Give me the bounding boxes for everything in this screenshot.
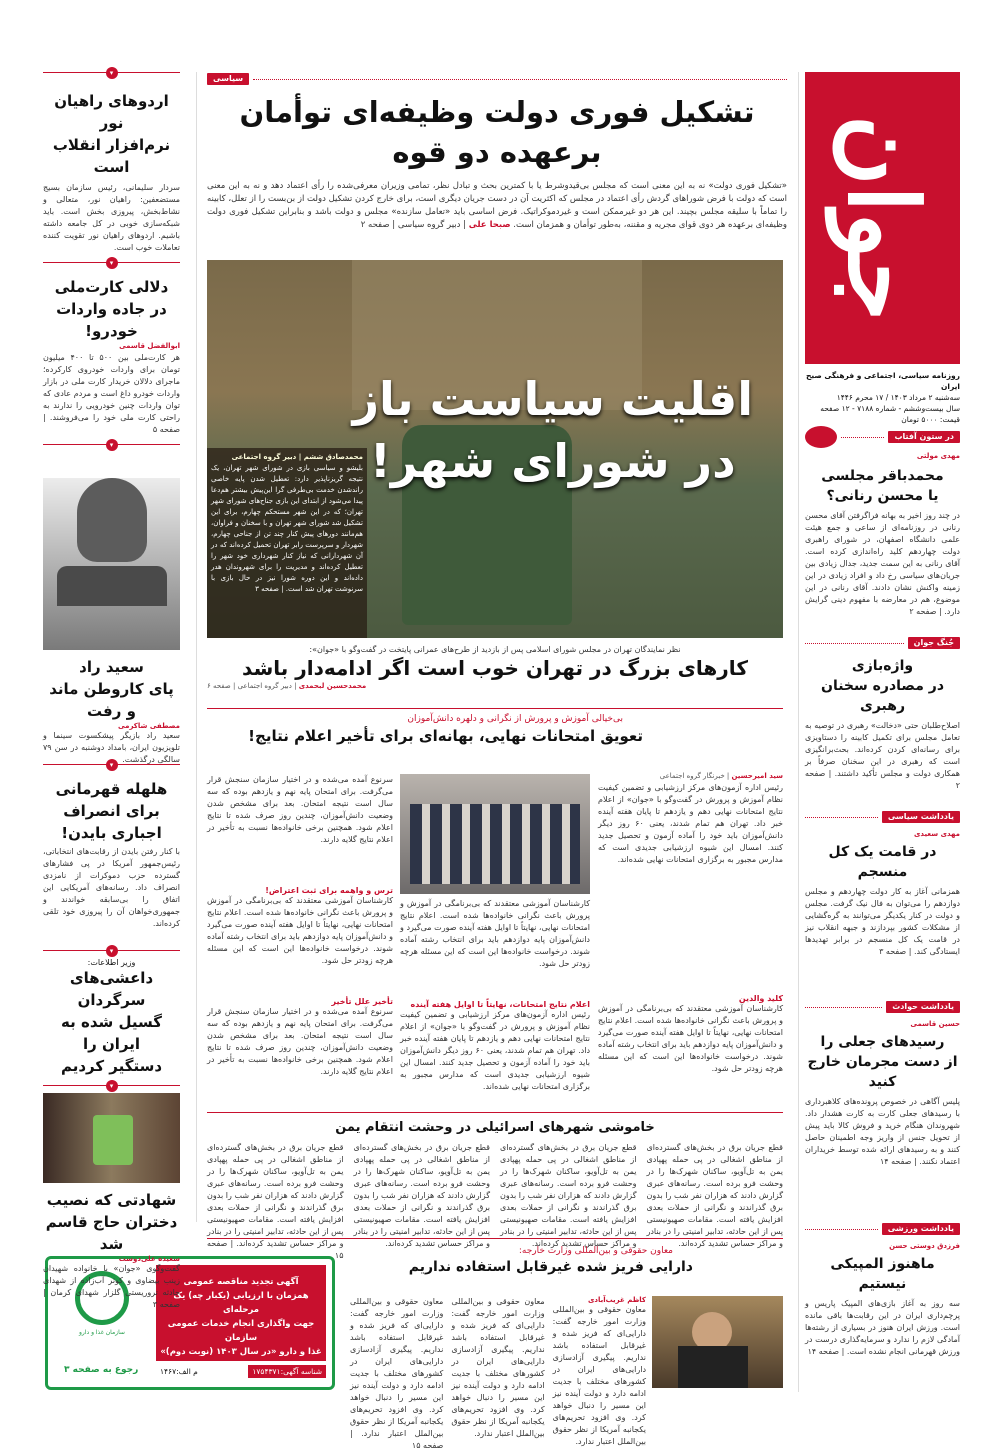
byline: سعیده علی‌دوست <box>118 1255 180 1263</box>
headline[interactable]: داعشی‌های سرگردان گسیل شده به ایران را دستگیر کردیم <box>60 969 163 1075</box>
right-column <box>805 430 960 1418</box>
section-tag: یادداشت حوادث <box>805 1000 960 1014</box>
exam-column-1: سید امیرحسین | خبرنگار گروه اجتماعی رئیس اداره آزمون‌های مرکز ارزشیابی و تضمین کیفیت نظام آموزش و پرورش در گفت‌وگو با «جوان» از اعلام نتایج امتحانات نهایی دهم و یازدهم تا پایان هفته آینده خبر داد. تهران هم تمام شدند، یعنی ۶۰ روز دیگر دانش‌آموزان باید خود را آماده آزمون و تحصیل جدید کنند. امسال این شیوه ارزشیابی جدیدی است که مدارس مجبور به برگزاری امتحانات نهایی شده‌اند. کلید والدین کارشناسان آموزشی معتقدند که بی‌برنامگی در آموزش و پرورش باعث نگرانی خانواده‌ها شده است. اعلام نتایج امتحانات نهایی، نهایتاً تا اوایل هفته آینده صورت می‌گیرد و دانش‌آموزان پایه دوازدهم باید برای انتخاب رشته آماده شوند. درخواست خانواده‌ها این است که این مسئله هرچه زودتر حل شود. <box>598 772 783 1073</box>
headline[interactable]: محمدباقر مجلسی یا محسن رنانی؟ <box>821 468 944 504</box>
byline: کاظم غریب‌آبادی <box>587 1296 646 1304</box>
headline[interactable]: شهادتی که نصیب دختران حاج قاسم شد <box>45 1191 178 1253</box>
ad-number: شناسه آگهی:۱۷۵۴۳۷۱ <box>248 1365 326 1378</box>
masthead-info <box>805 370 960 425</box>
tagline: روزنامه سیاسی، اجتماعی و فرهنگی صبح ایران <box>806 371 960 391</box>
left-column <box>43 69 181 1309</box>
sub-story <box>207 645 783 690</box>
headline[interactable]: هلهله قهرمانی برای انصراف اجباری بایدن! <box>55 780 168 842</box>
article-text: سه روز به آغاز بازی‌های المپیک پاریس و پرچم‌داری ایران در این رقابت‌ها باقی مانده است. ورزش ایران هنوز در بسیاری از رشته‌ها آمادگی لازم را ندارد و سرمایه‌گذاری درست در ورزش قهرمانی انجام نشده است. | صفحه ۱۴ <box>805 1299 960 1356</box>
pin-icon: ▾ <box>106 257 118 269</box>
freeze-text: کاظم غریب‌آبادی معاون حقوقی و بین‌المللی وزارت امور خارجه گفت: دارایی‌ای که فریز شده و غیرقابل استفاده باشد نداریم. پیگیری آزادسازی دارایی‌های ایران در کشورهای مختلف با جدیت ادامه دارد و دولت آینده نیز این مسیر را دنبال خواهد کرد. وی افزود تحریم‌های یکجانبه آمریکا از نظر حقوق بین‌الملل اعتبار ندارد. معاون حقوقی و بین‌المللی وزارت امور خارجه گفت: دارایی‌ای که فریز شده و غیرقابل استفاده باشد نداریم. پیگیری آزادسازی دارایی‌های ایران در کشورهای مختلف با جدیت ادامه دارد و دولت آینده نیز این مسیر را دنبال خواهد کرد. وی افزود تحریم‌های یکجانبه آمریکا از نظر حقوق بین‌الملل اعتبار ندارد. معاون حقوقی و بین‌المللی وزارت امور خارجه گفت: دارایی‌ای که فریز شده و غیرقابل استفاده باشد نداریم. پیگیری آزادسازی دارایی‌های ایران در کشورهای مختلف با جدیت ادامه دارد و دولت آینده نیز این مسیر را دنبال خواهد کرد. وی افزود تحریم‌های یکجانبه آمریکا از نظر حقوق بین‌الملل اعتبار ندارد. | صفحه ۱۵ <box>350 1296 646 1450</box>
israel-headline[interactable]: خاموشی شهرهای اسرائیلی در وحشت انتقام یمن <box>335 1120 655 1135</box>
byline: ابوالفضل قاسمی <box>119 342 180 350</box>
freeze-story <box>350 1246 783 1278</box>
lead-text: «تشکیل فوری دولت» نه به این معنی است که مجلس بی‌قیدوشرط یا با کمترین بحث و تبادل نظر، تمامی وزیران معرفی‌شده را رأی اعتماد دهد و نه به این معنی است که دولت با فرض شوراهای گردش رأی اعتماد در مجلس که اکثریت آن در دست جریان دیگری است، برای خارج کردن تشکیل دولت از بن‌بست را از تعلل، کابینه را تماماً با سلیقه مجلس بچیند. این هر دو غیرممکن است و غیردموکراتیک. فرض اساسی باید «تعامل سازنده» مجلس و دولت باشد و بنابراین تشکیل فوری دولت وظیفه‌ای برعهده هر دوی قوای مجریه و مقننه، به‌طور توأمان و همزمان است. صبحا علی | دبیر گروه سیاسی | صفحه ۲ <box>207 181 787 230</box>
issue-line: سال بیست‌وششم - شماره ۷۱۸۸ - ۱۲ صفحه <box>820 404 960 413</box>
article-text: سعید راد بازیگر پیشکسوت سینما و تلویزیون ایران، بامداد دوشنبه در سن ۷۹ سالگی درگذشت. <box>43 731 180 764</box>
pin-icon: ▾ <box>106 67 118 79</box>
main-headline[interactable]: تشکیل فوری دولت وظیفه‌ای توأمان برعهده دو قوه <box>239 95 755 169</box>
sub-kicker: نظر نمایندگان تهران در مجلس شورای اسلامی پس از بازدید از طرح‌های عمرانی پایتخت در گفت‌وگو با «جوان»: <box>309 645 681 654</box>
byline: مصطفی شاکرمی <box>118 722 180 730</box>
kicker: وزیر اطلاعات: <box>87 958 136 967</box>
section-tag-political: سیاسی <box>207 72 787 86</box>
feature-overlay-headline[interactable]: اقلیت سیاست باز در شورای شهر! <box>352 372 753 488</box>
freeze-headline[interactable]: دارایی فریز شده غیرقابل استفاده نداریم <box>408 1259 693 1275</box>
sub-headline[interactable]: کارهای بزرگ در تهران خوب است اگر ادامه‌دار باشد <box>242 656 748 680</box>
byline: سید امیرحسین | خبرنگار گروه اجتماعی <box>659 772 783 780</box>
article-text: اصلاح‌طلبان حتی «دخالت» رهبری در توصیه به تعامل مجلس برای تکمیل کابینه را دستاویزی برای رسانه‌ای کردن کرده‌اند. بحث‌برانگیزی است که رهبری در این سخنان صرفاً بر همکاری دولت و مجلس تأکید داشتند. | صفحه ۲ <box>805 721 960 790</box>
headline[interactable]: در قامت یک کل منسجم <box>828 844 937 880</box>
section-tag: در ستون آفتاب <box>805 430 960 444</box>
exam-column-2: کارشناسان آموزشی معتقدند که بی‌برنامگی در آموزش و پرورش باعث نگرانی خانواده‌ها شده است. اعلام نتایج امتحانات نهایی، نهایتاً تا اوایل هفته آینده صورت می‌گیرد و دانش‌آموزان پایه دوازدهم باید برای انتخاب رشته آماده شوند. درخواست خانواده‌ها این است که این مسئله هرچه زودتر حل شود. اعلام نتایج امتحانات، نهایتاً تا اوایل هفته آینده رئیس اداره آزمون‌های مرکز ارزشیابی و تضمین کیفیت نظام آموزش و پرورش در گفت‌وگو با «جوان» از اعلام نتایج امتحانات نهایی دهم و یازدهم تا پایان هفته آینده خبر داد. تهران هم تمام شدند، یعنی ۶۰ روز دیگر دانش‌آموزان باید خود را آماده آزمون و تحصیل جدید کنند. امسال این شیوه ارزشیابی جدیدی است که مدارس مجبور به برگزاری امتحانات نهایی شده‌اند. <box>400 899 591 1091</box>
pin-icon: ▾ <box>106 439 118 451</box>
freeze-photo[interactable] <box>652 1296 783 1388</box>
headline[interactable]: واژه‌بازی در مصادره سخنان رهبری <box>821 658 944 714</box>
martyrs-photo[interactable] <box>43 1093 180 1183</box>
headline[interactable]: رسیدهای جعلی را از دست مجرمان خارج کنید <box>807 1034 958 1090</box>
saeed-rad-photo[interactable] <box>43 478 180 650</box>
section-tag: یادداشت ورزشی <box>805 1222 960 1236</box>
article-text: هر کارت‌ملی بین ۵۰۰ تا ۴۰۰ میلیون تومان برای واردات خودروی کارکرده؛ ماجرای دلالان خریدار کارت ملی در بازار واردات خودرو داغ است و مردم عادی که توان واردات چنین خودرویی را ندارند به راحتی کارت ملی خود را می‌فروشند. | صفحه ۵ <box>43 353 181 434</box>
section-tag: یادداشت سیاسی <box>805 810 960 824</box>
headline[interactable]: سعید راد پای کاروطن ماند و رفت <box>49 658 174 720</box>
byline: مهدی مولتی <box>916 452 960 460</box>
article-text: گفت‌وگوی «جوان» با خانواده شهیدان زینب بیضاوی و کوثر آب‌زاده از شهدای حادثه تروریستی گلزار شهدای کرمان | صفحه ۳ <box>43 1264 181 1309</box>
ad-code: م الف:۱۴۶۷ <box>160 1367 198 1376</box>
article-text: با کنار رفتن بایدن از رقابت‌های انتخاباتی، رئیس‌جمهور آمریکا در پی فشارهای گسترده حزب دموکرات از نامزدی انصراف داد. رسانه‌های آمریکایی این اتفاق را بی‌سابقه خواندند و جمهوری‌خواهان آن را پیروزی خود تلقی کرده‌اند. <box>43 847 180 928</box>
exam-story <box>207 714 783 748</box>
freeze-kicker: معاون حقوقی و بین‌المللی وزارت خارجه: <box>518 1246 673 1256</box>
article-text: سردار سلیمانی، رئیس سازمان بسیج مستضعفین: راهیان نور، متعالی و نشاط‌بخش، پیروزی بخش است. باید شبکه‌سازی خوبی در کل جامعه داشته باشیم. اردوهای راهیان نور تقویت کننده تعاملات خوب است. <box>43 183 180 252</box>
date-line: سه‌شنبه ۲ مرداد ۱۴۰۳ / ۱۷ محرم ۱۴۴۶ <box>836 393 960 402</box>
israel-story: خاموشی شهرهای اسرائیلی در وحشت انتقام یمن قطع جریان برق در بخش‌های گسترده‌ای از مناطق اشغالی در پی حمله پهپادی یمن به تل‌آویو، ساکنان شهرک‌ها را در وحشت فرو برده است. رسانه‌های عبری گزارش دادند که هزاران نفر شب را بدون برق گذراندند و نگرانی از حملات بعدی افزایش یافته است. مقامات صهیونیستی پس از این حادثه، تدابیر امنیتی را در بنادر و مراکز حساس تشدید کرده‌اند. قطع جریان برق در بخش‌های گسترده‌ای از مناطق اشغالی در پی حمله پهپادی یمن به تل‌آویو، ساکنان شهرک‌ها را در وحشت فرو برده است. رسانه‌های عبری گزارش دادند که هزاران نفر شب را بدون برق گذراندند و نگرانی از حملات بعدی افزایش یافته است. مقامات صهیونیستی پس از این حادثه، تدابیر امنیتی را در بنادر و مراکز حساس تشدید کرده‌اند. قطع جریان برق در بخش‌های گسترده‌ای از مناطق اشغالی در پی حمله پهپادی یمن به تل‌آویو، ساکنان شهرک‌ها را در وحشت فرو برده است. رسانه‌های عبری گزارش دادند که هزاران نفر شب را بدون برق گذراندند و نگرانی از حملات بعدی افزایش یافته است. مقامات صهیونیستی پس از این حادثه، تدابیر امنیتی را در بنادر و مراکز حساس تشدید کرده‌اند. قطع جریان برق در بخش‌های گسترده‌ای از مناطق اشغالی در پی حمله پهپادی یمن به تل‌آویو، ساکنان شهرک‌ها را در وحشت فرو برده است. رسانه‌های عبری گزارش دادند که هزاران نفر شب را بدون برق گذراندند و نگرانی از حملات بعدی افزایش یافته است. مقامات صهیونیستی پس از این حادثه، تدابیر امنیتی را در بنادر و مراکز حساس تشدید کرده‌اند. | صفحه ۱۵ <box>207 1120 783 1260</box>
exam-photo[interactable] <box>400 774 590 894</box>
headline[interactable]: دلالی کارت‌ملی در جاده واردات خودرو! <box>54 278 169 340</box>
article-text: در چند روز اخیر به بهانه فراگرفتن آقای محسن رنانی در روزنامه‌ای از ساعی و جمع هیئت علمی دانشگاه اصفهان، در شورای راهبری دولت چهاردهم کلید راه‌اندازی کرده است. آقای رنانی به این سمت جدید، جدال زیادی بین جریان‌های سیاسی رخ داد و افراد زیادی در این زمینه واکنش نشان دادند. آقای رنانی در این موضوع، هم در معارضه با مفهوم دینی گرایش دارد. | صفحه ۲ <box>805 511 960 616</box>
ad-logo: سازمان غذا و دارو <box>64 1271 140 1347</box>
pin-icon: ▾ <box>106 945 118 957</box>
byline: فرزدق دوستی حسن <box>889 1242 960 1250</box>
section-tag: جُنگ جوان <box>805 636 960 650</box>
feature-text-box: محمدصادق ششم | دبیر گروه اجتماعی بلیشو و سیاسی بازی در شورای شهر تهران، یک نتیجه گریزناپذیر دارد: تعطیل شدن پایه خاصی راندشدن خدمت بی‌طرفی گرا این‌پیش بیشتر هم‌دعا پیدا می‌شود از ابتدای این بازی جناح‌های شورای شهر تهران؛ که در این شهر مستحکم چهارم، برای این تشکیل شد شورای شهر تهران و با سخنان و فراوان، هم‌مانند دورهای پیش کنار چند تن از جناحی چهارم، شهردار و سرپرست رابر تهران تحمیل کرده‌اند که در آن شهردارانی که نیاز کنار شهرداری خود شهر را تعطیل کرده‌اند و مدیریت را برای شهروندان هدر داده‌اند و این دوره شورا نیز در حال بازی با سرنوشت تهران شد است. | صفحه ۳ <box>207 448 367 638</box>
ad-title-box: آگهی تجدید مناقصه عمومی همزمان با ارزیابی (یکبار چه) یک مرحله‌ای جهت واگذاری انجام خدمات عمومی سازمان غذا و دارو «در سال ۱۴۰۳ (نوبت دوم)» <box>156 1265 326 1361</box>
byline: محمدحسین لبحمدی | دبیر گروه اجتماعی | صفحه ۶ <box>207 682 367 690</box>
feature-photo[interactable] <box>207 260 783 638</box>
article-text: پلیس آگاهی در خصوص پرونده‌های کلاهبرداری با رسیدهای جعلی کارت به کارت هشدار داد. شهروندان هنگام خرید و فروش کالا باید پیش از تحویل جنس از واریز وجه اطمینان حاصل کنند و به رسیدهای ارائه شده توسط خریداران اعتماد نکنند. | صفحه ۱۴ <box>805 1097 960 1166</box>
pin-icon: ▾ <box>106 759 118 771</box>
column-logo <box>805 426 837 448</box>
ad-ref[interactable]: رجوع به صفحه ۳ <box>64 1365 139 1375</box>
main-story <box>207 72 787 232</box>
byline: حسین قاسمی <box>910 1020 960 1028</box>
byline: مهدی سعیدی <box>913 830 960 838</box>
price: قیمت: ۵۰۰۰ تومان <box>901 415 960 424</box>
exam-headline[interactable]: تعویق امتحانات نهایی، بهانه‌ای برای تأخیر اعلام نتایج! <box>248 727 643 745</box>
exam-kicker: بی‌خیالی آموزش و پرورش از نگرانی و دلهره دانش‌آموزان <box>407 714 623 724</box>
article-text: همزمانی آغاز به کار دولت چهاردهم و مجلس دوازدهم را می‌توان به فال نیک گرفت. مجلس و دولت در کنار یکدیگر می‌توانند به گره‌گشایی از مشکلات کشور بپردازند و جبهه انقلاب نیز در قامت یک کل منسجم در برابر تهدیدها ایستادگی کند. | صفحه ۳ <box>805 887 960 956</box>
headline[interactable]: ماهنوز المپیکی نیستیم <box>830 1256 935 1292</box>
exam-column-3: سرنوع آمده می‌شده و در اختیار سازمان سنجش قرار می‌گرفت. برای امتحان پایه نهم و یازدهم بوده که سه سال است نتیجه امتحان. بعد برای مشخص شدن وضعیت دانش‌آموزان، چندین روز صرف شده تا نتایج اعلام شود. همچنین برخی خانواده‌ها نسبت به تأخیر در اعلام نتایج گلایه دارند. ترس و واهمه برای ثبت اعتراض! کارشناسان آموزشی معتقدند که بی‌برنامگی در آموزش و پرورش باعث نگرانی خانواده‌ها شده است. اعلام نتایج امتحانات نهایی، نهایتاً تا اوایل هفته آینده صورت می‌گیرد و دانش‌آموزان پایه دوازدهم باید برای انتخاب رشته آماده شوند. درخواست خانواده‌ها این است که این مسئله هرچه زودتر حل شود. تأخیر علل تأخیر سرنوع آمده می‌شده و در اختیار سازمان سنجش قرار می‌گرفت. برای امتحان پایه نهم و یازدهم بوده که سه سال است نتیجه امتحان. بعد برای مشخص شدن وضعیت دانش‌آموزان، چندین روز صرف شده تا نتایج اعلام شود. همچنین برخی خانواده‌ها نسبت به تأخیر در اعلام نتایج گلایه دارند. <box>207 775 393 1076</box>
masthead-logo: جوان <box>805 72 960 364</box>
pin-icon: ▾ <box>106 1080 118 1092</box>
headline[interactable]: اردوهای راهیان نور نرم‌افزار انقلاب است <box>52 92 171 176</box>
